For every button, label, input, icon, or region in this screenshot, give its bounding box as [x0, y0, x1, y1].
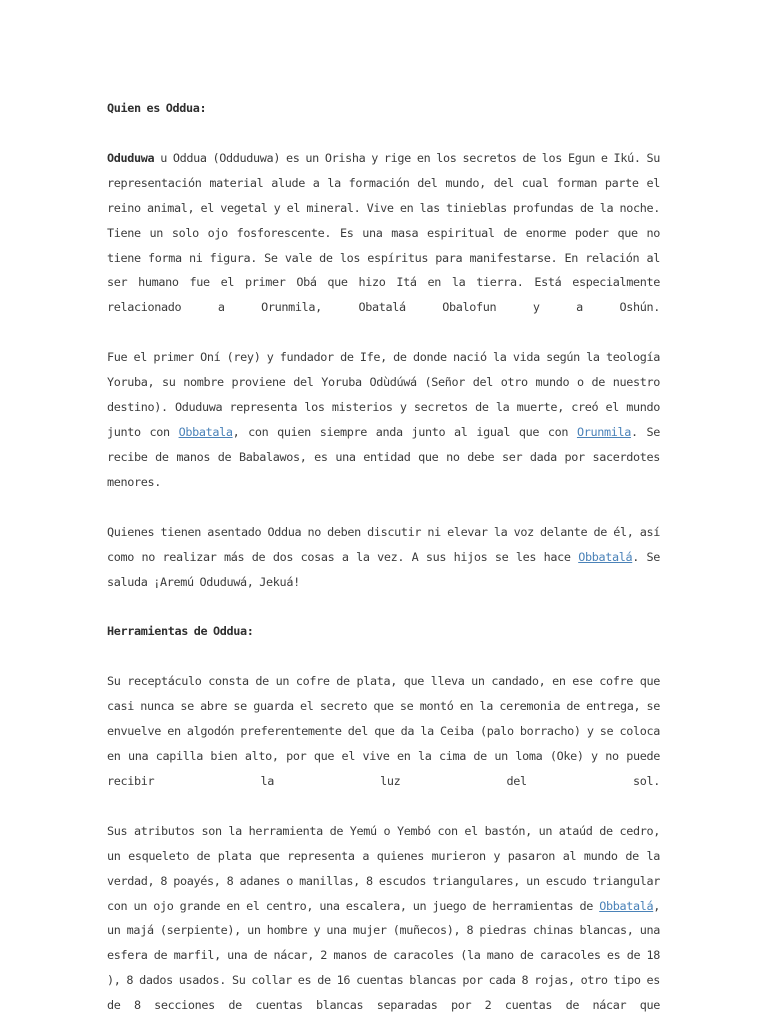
spacer	[107, 594, 660, 619]
paragraph-text: Sus atributos son la herramienta de Yemú o Yembó con el bastón, un ataúd de cedro, un esqueleto de plata que representa a quienes murieron y pasaron al mundo de la verdad, 8 poayés, 8 adanes o manillas, 8 escudos triangulares, un escudo triangular con un ojo grande en el centro, una escalera, un juego de herramientas de	[107, 823, 660, 913]
link-obbatala[interactable]: Obbatalá	[578, 549, 633, 564]
paragraph-lead-term: Oduduwa	[107, 150, 155, 165]
link-orunmila[interactable]: Orunmila	[576, 424, 631, 439]
paragraph-text: . Se saluda ¡Aremú Oduduwá, Jekuá!	[107, 549, 660, 589]
section-heading-quien-es-oddua: Quien es Oddua:	[107, 101, 207, 115]
spacer	[107, 794, 660, 819]
paragraph-receptacle	[107, 669, 660, 794]
paragraph-text: Su receptáculo consta de un cofre de plata, que lleva un candado, en ese cofre que casi nunca se abre se guarda el secreto que se montó en la ceremonia de entrega, se envuelve en algodón preferentemente del que da la Ceiba (palo borracho) y se coloca en una capilla bien alto, por que el vive en la cima de un loma (Oke) y no puede recibir la luz del sol.	[107, 674, 660, 788]
link-obbatala[interactable]: Obbatalá	[599, 898, 654, 913]
paragraph-text: , con quien siempre anda junto al igual que con	[232, 424, 577, 439]
paragraph-intro	[107, 146, 660, 320]
paragraph-text: Fue el primer Oní (rey) y fundador de Ife, de donde nació la vida según la teología Yoruba, su nombre proviene del Yoruba Odùdúwá (Señor del otro mundo o de nuestro destino). Oduduwa representa los misterios y secretos de la muerte, creó el mundo junto con	[107, 350, 660, 439]
spacer	[107, 320, 660, 345]
paragraph-text: . Se recibe de manos de Babalawos, es una entidad que no debe ser dada por sacerdotes menores.	[107, 424, 660, 489]
document-body	[107, 96, 660, 1018]
link-obbatala[interactable]: Obbatala	[178, 424, 233, 439]
section-heading-herramientas: Herramientas de Oddua:	[107, 624, 254, 639]
paragraph-attributes	[107, 819, 660, 1018]
spacer	[107, 495, 660, 520]
spacer	[107, 644, 660, 669]
paragraph-text: Quienes tienen asentado Oddua no deben discutir ni elevar la voz delante de él, así como no realizar más de dos cosas a la vez. A sus hijos se les hace	[107, 524, 660, 564]
paragraph-text: u Oddua (Odduduwa) es un Orisha y rige en los secretos de los Egun e Ikú. Su representación material alude a la formación del mundo, del cual forman parte el reino animal, el vegetal y el mineral. Vive en las tinieblas profundas de la noche. Tiene un solo ojo fosforescente. Es una masa espiritual de enorme poder que no tiene forma ni figura. Se vale de los espíritus para manifestarse. En relación al ser humano fue el primer Obá que hizo Itá en la tierra. Está especialmente relacionado a Orunmila, Obatalá Obalofun y a Oshún.	[107, 150, 660, 315]
spacer	[107, 121, 660, 146]
paragraph-text: , un majá (serpiente), un hombre y una mujer (muñecos), 8 piedras chinas blancas, una esfera de marfil, una de nácar, 2 manos de caracoles (la mano de caracoles es de 18 ), 8 dados usados. Su collar es de 16 cuentas blancas por cada 8 rojas, otro tipo es de 8 secciones de cuentas blancas separadas por 2 cuentas de nácar que	[107, 898, 660, 1013]
paragraph-conduct	[107, 520, 660, 595]
paragraph-origin	[107, 345, 660, 494]
